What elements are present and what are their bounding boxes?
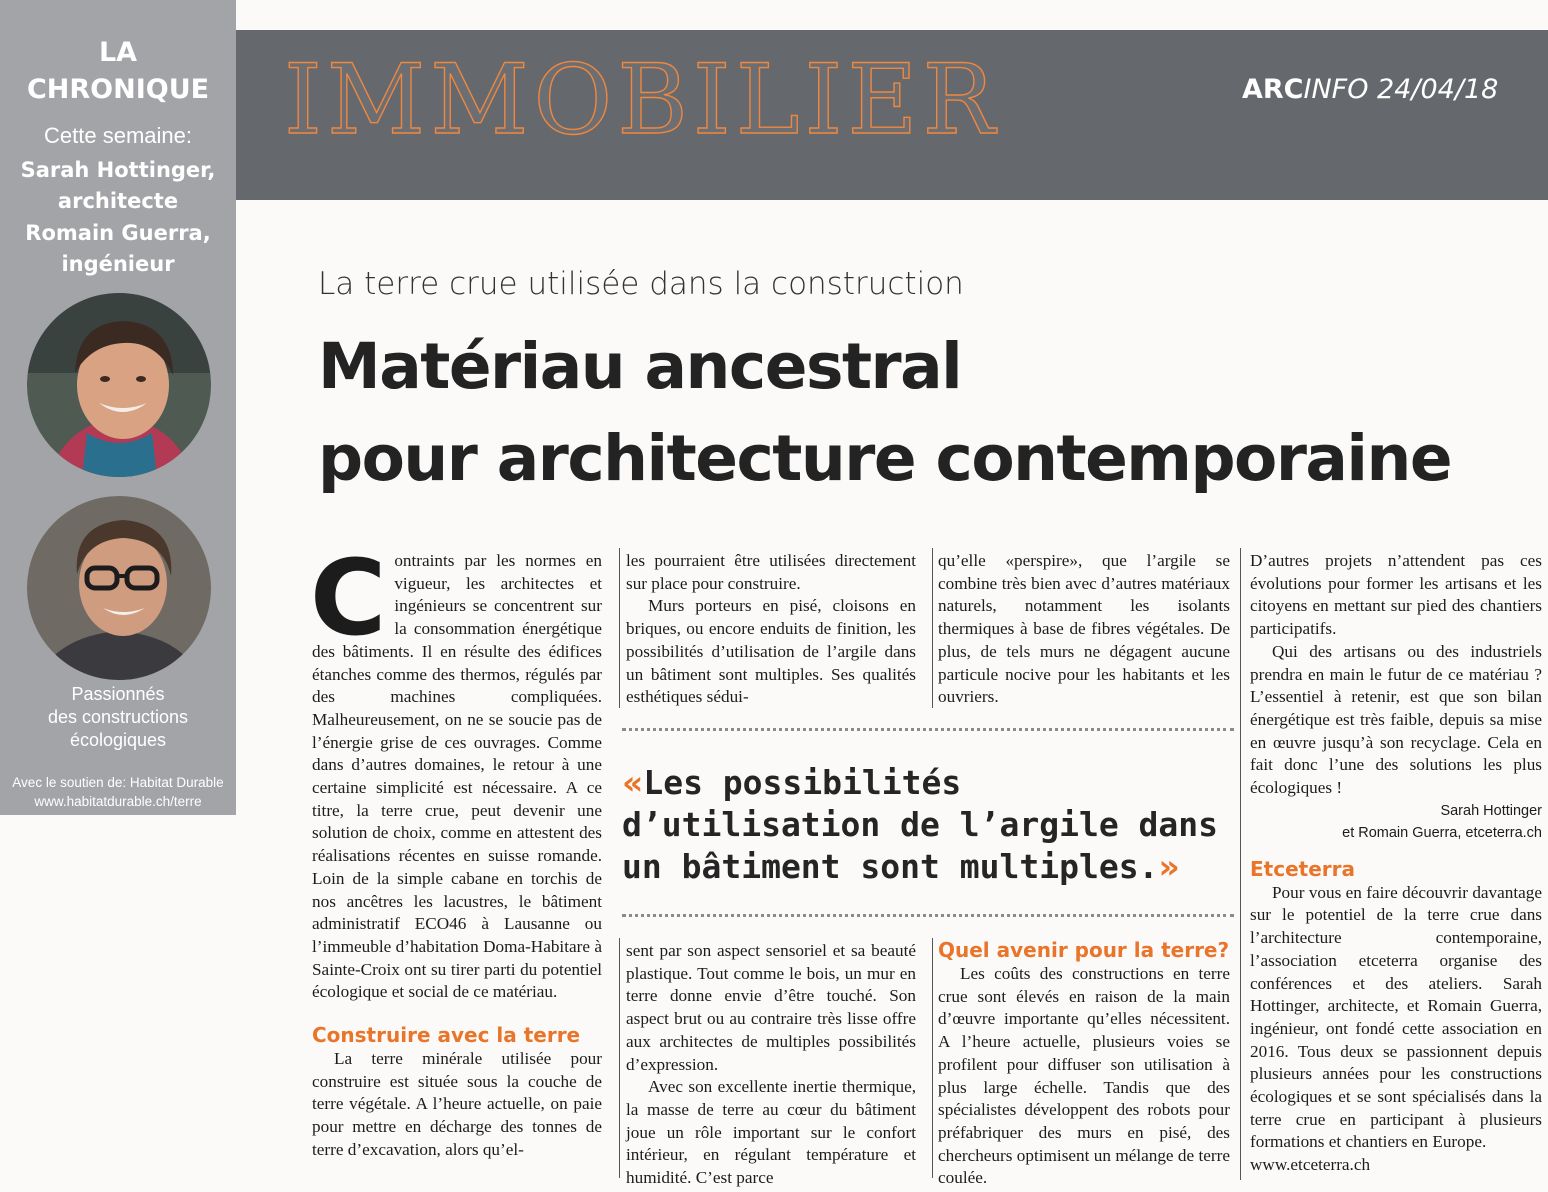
col4-paragraph-3: Pour vous en faire découvrir davantage sur le potentiel de la terre crue dans l’architecture contemporaine, l’association etceterra organise des conférences et des ateliers. Sarah Hottinger, architecte, et Romain Guerra, ingénieur, ont fondé cette association en 2016. Tous deux se passionnent depuis plusieurs années pour les constructions écologiques et se sont spécialisés dans la terre crue en participant à plusieurs formations et chantiers en Europe.: [1250, 882, 1542, 1152]
sidebar-week-label: Cette semaine:: [44, 123, 192, 148]
article-column-3-top: [938, 550, 1230, 709]
dropcap: C: [310, 537, 387, 659]
sidebar-caption-line-1: Passionnés: [71, 684, 165, 704]
article-kicker: La terre crue utilisée dans la construction: [318, 266, 964, 302]
subhead-avenir: Quel avenir pour la terre?: [938, 938, 1230, 962]
article-headline-line-1: Matériau ancestral: [318, 330, 962, 403]
column-rule: [619, 548, 620, 708]
col2-paragraph-2: Murs porteurs en pisé, cloisons en briques, ou encore enduits de finition, les possibilités d’utilisation de l’argile dans un bâtiment sont multiples. Ses qualités esthétiques sédui-: [626, 596, 916, 707]
column-rule: [932, 938, 933, 1178]
sidebar-caption-line-2: des constructions: [47, 707, 189, 727]
article-column-1: [310, 537, 602, 1162]
portrait-sarah-hottinger: [27, 293, 211, 477]
column-rule: [932, 548, 933, 708]
column-rule: [1240, 548, 1241, 1180]
sidebar-support-line-1: Avec le soutien de: Habitat Durable: [12, 775, 224, 790]
subhead-construire: Construire avec la terre: [312, 1023, 581, 1048]
sidebar-title-line-2: CHRONIQUE: [26, 74, 210, 105]
signature-line-2: et Romain Guerra, etceterra.ch: [1342, 824, 1542, 841]
sidebar-caption-line-3: écologiques: [69, 730, 167, 750]
pullquote-rule-bottom: [622, 914, 1234, 917]
article-headline-line-2: pour architecture contemporaine: [318, 422, 1452, 495]
publication-brand: [1242, 74, 1498, 105]
col3b-paragraph-1: Les coûts des constructions en terre crue sont élevés en raison de la main d’œuvre importante qu’elles nécessitent. A l’heure actuelle, plusieurs voies se profilent pour diffuser son utilisation à plus large échelle. Tandis que des spécialistes développent des robots pour préfabriquer des murs en pisé, des chercheurs optimisent un mélange de terre coulée.: [938, 964, 1230, 1188]
pull-quote: [622, 762, 1222, 888]
pullquote-rule-top: [622, 728, 1234, 731]
signature-line-1: Sarah Hottinger: [1440, 802, 1542, 819]
article-column-2-bottom: [626, 940, 916, 1190]
quote-text: Les possibilités d’utilisation de l’argile dans un bâtiment sont multiples.: [622, 763, 1219, 886]
sidebar-author1-role: architecte: [57, 189, 179, 213]
article-column-3-bottom: [938, 937, 1230, 1190]
brand-bold: ARC: [1242, 74, 1304, 105]
col2b-paragraph-2: Avec son excellente inertie thermique, la masse de terre au cœur du bâtiment joue un rôle important sur le confort intérieur, en régulant température et humidité. C’est parce: [626, 1077, 916, 1188]
col2-paragraph-1: les pourraient être utilisées directement sur place pour construire.: [626, 551, 916, 593]
col3-paragraph-1: qu’elle «perspire», que l’argile se combine très bien avec d’autres matériaux naturels, notamment les isolants thermiques à base de fibres végétales. De plus, de tels murs ne dégagent aucune particule nocive pour les habitants et les ouvriers.: [938, 551, 1230, 707]
article-column-4: [1250, 550, 1542, 1177]
sidebar-title-line-1: LA: [98, 37, 138, 68]
article-column-2-top: [626, 550, 916, 709]
quote-close: »: [1158, 847, 1180, 886]
sidebar-author1-name: Sarah Hottinger,: [20, 158, 216, 182]
sidebar-author2-role: ingénieur: [61, 252, 175, 276]
column-rule: [619, 938, 620, 1178]
col1-paragraph-1: ontraints par les normes en vigueur, les architectes et ingénieurs se concentrent sur la consommation énergétique des bâtiments. Il en résulte des édifices étanches comme des thermos, régulés par des machines compliquées. Malheureusement, on ne se soucie pas de l’énergie grise de ces ouvrages. Comme dans d’autres domaines, le retour à une certaine simplicité est nécessaire. A ce titre, la terre crue, peut devenir une solution de choix, comme en attestent des réalisations récentes en suisse romande. Loin de la simple cabane en torchis de nos ancêtres les lacustres, le bâtiment administratif ECO46 à Lausanne ou l’immeuble d’habitation Doma-Habitare à Sainte-Croix ont su tirer parti du potentiel écologique et social de ce matériau.: [312, 551, 602, 1002]
col4-paragraph-1: D’autres projets n’attendent pas ces évolutions pour former les artisans et les citoyens en mettant sur pied des chantiers participatifs.: [1250, 551, 1542, 639]
sidebar-author2-name: Romain Guerra,: [25, 221, 211, 245]
quote-open: «: [622, 763, 644, 802]
etceterra-url[interactable]: www.etceterra.ch: [1250, 1155, 1371, 1175]
sidebar-support-line-2: www.habitatdurable.ch/terre: [34, 794, 202, 809]
brand-date: INFO 24/04/18: [1303, 74, 1499, 105]
subhead-etceterra: Etceterra: [1250, 856, 1355, 881]
col1-paragraph-2: La terre minérale utilisée pour construire est située sous la couche de terre végétale. A l’heure actuelle, on paie pour mettre en décharge des tonnes de terre d’excavation, alors qu’el-: [312, 1049, 602, 1159]
col2b-paragraph-1: sent par son aspect sensoriel et sa beauté plastique. Tout comme le bois, un mur en terre donne envie d’être touché. Son aspect brut ou au contraire très lisse offre aux architectes de multiples possibilités d’expression.: [626, 941, 916, 1074]
section-title: IMMOBILIER: [284, 44, 1000, 156]
portrait-romain-guerra: [27, 496, 211, 680]
col4-paragraph-2: Qui des artisans ou des industriels prendra en main le futur de ce matériau ? L’essentiel à retenir, est que son bilan énergétique est très faible, depuis sa mise en œuvre jusqu’à son recyclage. Cela en fait donc l’une des solutions les plus écologiques !: [1250, 641, 1542, 798]
